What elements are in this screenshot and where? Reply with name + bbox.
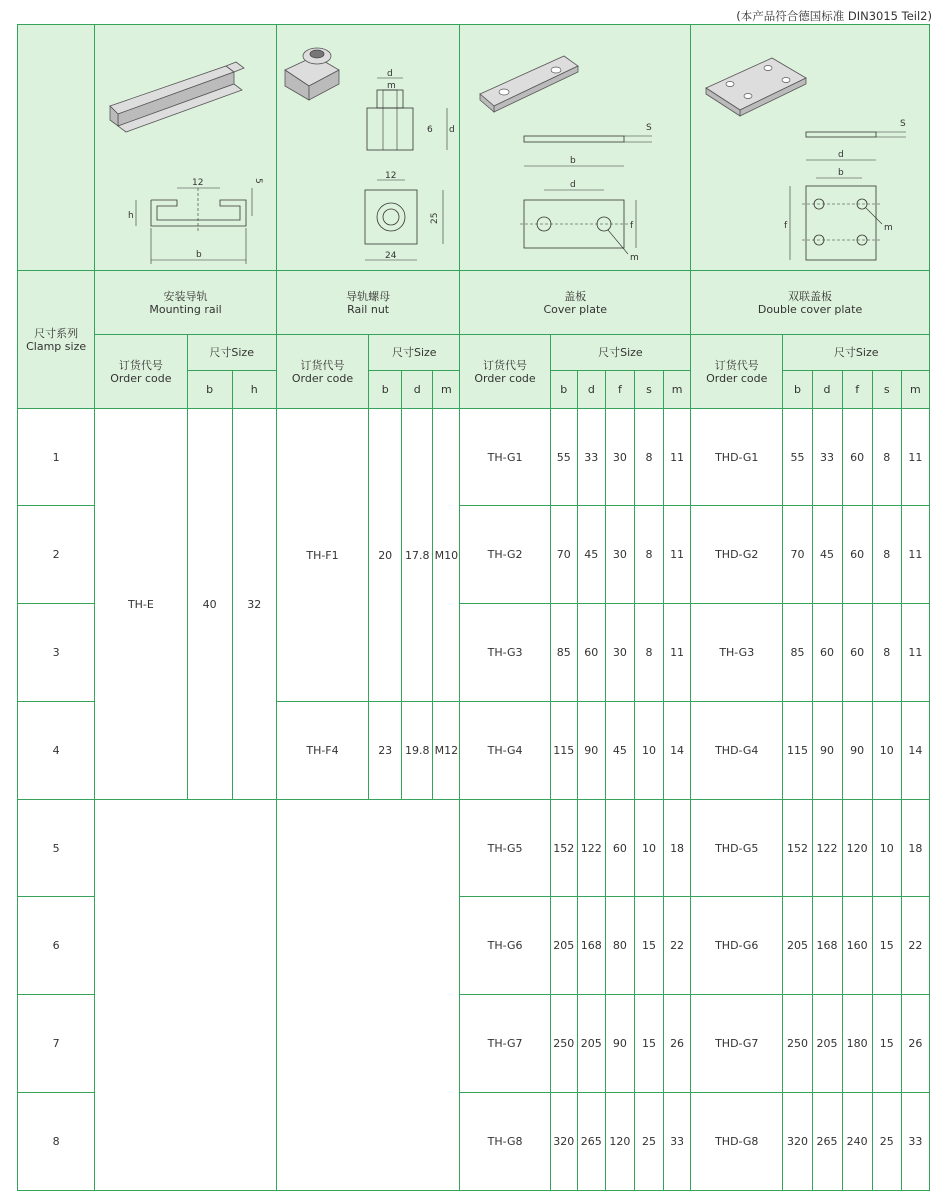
plate-side-icon xyxy=(524,123,652,142)
double-d-cell: 265 xyxy=(812,1093,842,1191)
rail-h-cell: 32 xyxy=(232,409,276,800)
nut-3d-icon xyxy=(285,48,339,100)
plate-code-cell: TH-G2 xyxy=(460,506,550,604)
double-f-cell: 60 xyxy=(842,604,872,702)
double-b-cell: 70 xyxy=(783,506,812,604)
double-m-cell: 11 xyxy=(901,506,929,604)
double-b-cell: 320 xyxy=(783,1093,812,1191)
col-header: d xyxy=(577,371,605,409)
plate-d-cell: 33 xyxy=(577,409,605,506)
nut-b-cell: 23 xyxy=(369,702,402,800)
size-header: 尺寸Size xyxy=(550,335,690,371)
col-header: f xyxy=(842,371,872,409)
col-header: b xyxy=(783,371,812,409)
product-name-en: Rail nut xyxy=(347,302,390,316)
size-header: 尺寸Size xyxy=(783,335,930,371)
nut-dim-d2: d xyxy=(449,124,455,135)
col-header: m xyxy=(433,371,460,409)
product-name-en: Double cover plate xyxy=(757,302,863,316)
col-header: s xyxy=(634,371,663,409)
double-m-cell: 22 xyxy=(901,897,929,995)
nut-d-cell: 19.8 xyxy=(402,702,433,800)
double-code-cell: THD-G7 xyxy=(691,995,783,1093)
plate-f-cell: 30 xyxy=(605,506,634,604)
order-code-cn: 订货代号 xyxy=(714,358,759,372)
double-s-cell: 25 xyxy=(872,1093,901,1191)
col-header: b xyxy=(369,371,402,409)
col-header: b xyxy=(187,371,232,409)
nut-empty-cell xyxy=(276,800,460,1191)
order-code-en: Order code xyxy=(291,371,354,385)
col-header: h xyxy=(232,371,276,409)
plate-s-cell: 10 xyxy=(634,800,663,897)
double-f-cell: 180 xyxy=(842,995,872,1093)
double-d-cell: 168 xyxy=(812,897,842,995)
plate-code-cell: TH-G3 xyxy=(460,604,550,702)
plate-code-cell: TH-G4 xyxy=(460,702,550,800)
double-b-cell: 55 xyxy=(783,409,812,506)
plate-code-cell: TH-G7 xyxy=(460,995,550,1093)
clamp-size-cell: 8 xyxy=(18,1093,95,1191)
table-row xyxy=(18,800,930,897)
rail-3d-icon xyxy=(110,62,244,132)
rail-drawing xyxy=(95,25,277,271)
clamp-size-cell: 2 xyxy=(18,506,95,604)
double-code-cell: THD-G6 xyxy=(691,897,783,995)
plate-m-cell: 11 xyxy=(664,409,691,506)
rail-b-cell: 40 xyxy=(187,409,232,800)
plate-b-cell: 152 xyxy=(550,800,577,897)
plate-code-cell: TH-G8 xyxy=(460,1093,550,1191)
plate-s-cell: 25 xyxy=(634,1093,663,1191)
order-code-header xyxy=(691,335,783,409)
double-b-cell: 152 xyxy=(783,800,812,897)
nut-drawing xyxy=(276,25,460,271)
double-m-cell: 18 xyxy=(901,800,929,897)
clamp-size-cell: 4 xyxy=(18,702,95,800)
double-f-cell: 120 xyxy=(842,800,872,897)
double-dim-f: f xyxy=(784,220,788,231)
double-dim-m: m xyxy=(884,222,893,233)
double-code-cell: THD-G2 xyxy=(691,506,783,604)
double-f-cell: 240 xyxy=(842,1093,872,1191)
plate-b-cell: 115 xyxy=(550,702,577,800)
double-plate-side-icon xyxy=(806,119,906,137)
plate-dim-s: S xyxy=(646,122,653,133)
double-plate-top-icon xyxy=(784,150,893,260)
spec-table xyxy=(17,24,930,1191)
col-header: m xyxy=(901,371,929,409)
nut-side-icon xyxy=(367,69,455,150)
col-header: b xyxy=(550,371,577,409)
nut-dim-24: 24 xyxy=(385,250,397,261)
plate-s-cell: 10 xyxy=(634,702,663,800)
double-f-cell: 90 xyxy=(842,702,872,800)
nut-code-cell: TH-F1 xyxy=(276,409,368,702)
product-name-en: Cover plate xyxy=(543,302,608,316)
double-f-cell: 160 xyxy=(842,897,872,995)
plate-b-cell: 250 xyxy=(550,995,577,1093)
plate-b-cell: 70 xyxy=(550,506,577,604)
clamp-size-cell: 1 xyxy=(18,409,95,506)
rail-nut-header xyxy=(276,271,460,335)
plate-m-cell: 11 xyxy=(664,506,691,604)
plate-d-cell: 90 xyxy=(577,702,605,800)
double-b-cell: 85 xyxy=(783,604,812,702)
double-d-cell: 60 xyxy=(812,604,842,702)
plate-s-cell: 15 xyxy=(634,897,663,995)
plate-d-cell: 60 xyxy=(577,604,605,702)
double-s-cell: 8 xyxy=(872,409,901,506)
double-b-cell: 250 xyxy=(783,995,812,1093)
plate-m-cell: 11 xyxy=(664,604,691,702)
nut-m-cell: M12 xyxy=(433,702,460,800)
plate-dim-b: b xyxy=(570,155,577,166)
col-header: f xyxy=(605,371,634,409)
standard-note: (本产品符合德国标准 DIN3015 Teil2) xyxy=(736,9,932,23)
plate-d-cell: 265 xyxy=(577,1093,605,1191)
drawing-row xyxy=(18,25,930,271)
double-plate-3d-icon xyxy=(706,58,806,116)
double-f-cell: 60 xyxy=(842,409,872,506)
nut-d-cell: 17.8 xyxy=(402,409,433,702)
rail-dim-b: b xyxy=(195,249,202,260)
double-code-cell: THD-G8 xyxy=(691,1093,783,1191)
nut-top-icon xyxy=(365,171,443,261)
product-name-en: Mounting rail xyxy=(149,302,222,316)
double-d-cell: 45 xyxy=(812,506,842,604)
nut-dim-25: 25 xyxy=(430,212,441,224)
plate-d-cell: 205 xyxy=(577,995,605,1093)
header-row-1 xyxy=(18,271,930,335)
double-d-cell: 33 xyxy=(812,409,842,506)
col-header: s xyxy=(872,371,901,409)
clamp-size-cell: 6 xyxy=(18,897,95,995)
double-code-cell: TH-G3 xyxy=(691,604,783,702)
plate-f-cell: 30 xyxy=(605,604,634,702)
double-dim-d: d xyxy=(838,149,844,160)
plate-f-cell: 45 xyxy=(605,702,634,800)
clamp-size-cn: 尺寸系列 xyxy=(34,326,79,340)
clamp-size-cell: 7 xyxy=(18,995,95,1093)
double-code-cell: THD-G5 xyxy=(691,800,783,897)
plate-code-cell: TH-G6 xyxy=(460,897,550,995)
nut-dim-m: m xyxy=(387,80,396,91)
nut-dim-d: d xyxy=(387,68,393,79)
double-m-cell: 14 xyxy=(901,702,929,800)
rail-dim-12: 12 xyxy=(191,177,203,188)
plate-s-cell: 15 xyxy=(634,995,663,1093)
col-header: d xyxy=(402,371,433,409)
plate-b-cell: 85 xyxy=(550,604,577,702)
plate-code-cell: TH-G1 xyxy=(460,409,550,506)
plate-m-cell: 33 xyxy=(664,1093,691,1191)
order-code-header xyxy=(95,335,187,409)
double-d-cell: 90 xyxy=(812,702,842,800)
plate-b-cell: 320 xyxy=(550,1093,577,1191)
double-s-cell: 8 xyxy=(872,506,901,604)
plate-f-cell: 80 xyxy=(605,897,634,995)
plate-drawing xyxy=(460,25,691,271)
clamp-size-cell: 5 xyxy=(18,800,95,897)
order-code-cn: 订货代号 xyxy=(483,358,528,372)
rail-empty-cell xyxy=(95,800,277,1191)
table-row xyxy=(18,409,930,506)
nut-m-cell: M10 xyxy=(433,409,460,702)
double-plate-drawing xyxy=(691,25,930,271)
double-s-cell: 10 xyxy=(872,800,901,897)
order-code-header xyxy=(460,335,550,409)
double-m-cell: 33 xyxy=(901,1093,929,1191)
plate-b-cell: 205 xyxy=(550,897,577,995)
rail-dim-h: h xyxy=(127,210,134,221)
col-header: m xyxy=(664,371,691,409)
plate-top-icon xyxy=(520,156,639,263)
plate-f-cell: 120 xyxy=(605,1093,634,1191)
plate-b-cell: 55 xyxy=(550,409,577,506)
product-name-cn: 双联盖板 xyxy=(788,289,833,303)
clamp-size-cell: 3 xyxy=(18,604,95,702)
plate-d-cell: 122 xyxy=(577,800,605,897)
plate-m-cell: 18 xyxy=(664,800,691,897)
plate-dim-m: m xyxy=(630,252,640,263)
col-header: d xyxy=(812,371,842,409)
double-b-cell: 205 xyxy=(783,897,812,995)
double-s-cell: 15 xyxy=(872,995,901,1093)
rail-dim-s: 5 xyxy=(252,177,263,184)
product-name-cn: 安装导轨 xyxy=(163,289,208,303)
nut-code-cell: TH-F4 xyxy=(276,702,368,800)
double-d-cell: 205 xyxy=(812,995,842,1093)
order-code-cn: 订货代号 xyxy=(300,358,345,372)
order-code-en: Order code xyxy=(706,371,768,385)
double-cover-plate-header xyxy=(691,271,930,335)
clamp-size-en: Clamp size xyxy=(26,339,87,353)
product-name-cn: 导轨螺母 xyxy=(346,289,391,303)
plate-m-cell: 26 xyxy=(664,995,691,1093)
plate-s-cell: 8 xyxy=(634,506,663,604)
product-name-cn: 盖板 xyxy=(564,289,587,303)
order-code-en: Order code xyxy=(110,371,172,385)
double-s-cell: 15 xyxy=(872,897,901,995)
size-header: 尺寸Size xyxy=(369,335,460,371)
nut-b-cell: 20 xyxy=(369,409,402,702)
rail-section-icon xyxy=(128,178,263,264)
plate-code-cell: TH-G5 xyxy=(460,800,550,897)
order-code-cn: 订货代号 xyxy=(118,358,163,372)
plate-s-cell: 8 xyxy=(634,604,663,702)
plate-f-cell: 90 xyxy=(605,995,634,1093)
nut-dim-12: 12 xyxy=(385,170,397,181)
double-m-cell: 11 xyxy=(901,409,929,506)
double-dim-s: S xyxy=(900,118,906,129)
header-row-2 xyxy=(18,335,930,371)
double-m-cell: 26 xyxy=(901,995,929,1093)
order-code-header xyxy=(276,335,368,409)
plate-d-cell: 168 xyxy=(577,897,605,995)
plate-3d-icon xyxy=(480,56,578,112)
plate-d-cell: 45 xyxy=(577,506,605,604)
corner-cell xyxy=(18,25,95,271)
double-b-cell: 115 xyxy=(783,702,812,800)
plate-m-cell: 14 xyxy=(664,702,691,800)
plate-dim-f: f xyxy=(630,220,634,231)
double-code-cell: THD-G4 xyxy=(691,702,783,800)
order-code-en: Order code xyxy=(474,371,536,385)
plate-m-cell: 22 xyxy=(664,897,691,995)
double-d-cell: 122 xyxy=(812,800,842,897)
clamp-size-header xyxy=(18,271,95,409)
plate-dim-d: d xyxy=(570,179,577,190)
rail-code-cell: TH-E xyxy=(95,409,187,800)
mounting-rail-header xyxy=(95,271,277,335)
double-s-cell: 8 xyxy=(872,604,901,702)
plate-f-cell: 60 xyxy=(605,800,634,897)
size-header: 尺寸Size xyxy=(187,335,276,371)
plate-f-cell: 30 xyxy=(605,409,634,506)
plate-s-cell: 8 xyxy=(634,409,663,506)
double-dim-b: b xyxy=(838,167,844,178)
double-m-cell: 11 xyxy=(901,604,929,702)
double-code-cell: THD-G1 xyxy=(691,409,783,506)
double-f-cell: 60 xyxy=(842,506,872,604)
double-s-cell: 10 xyxy=(872,702,901,800)
nut-dim-6: 6 xyxy=(427,124,433,135)
cover-plate-header xyxy=(460,271,691,335)
